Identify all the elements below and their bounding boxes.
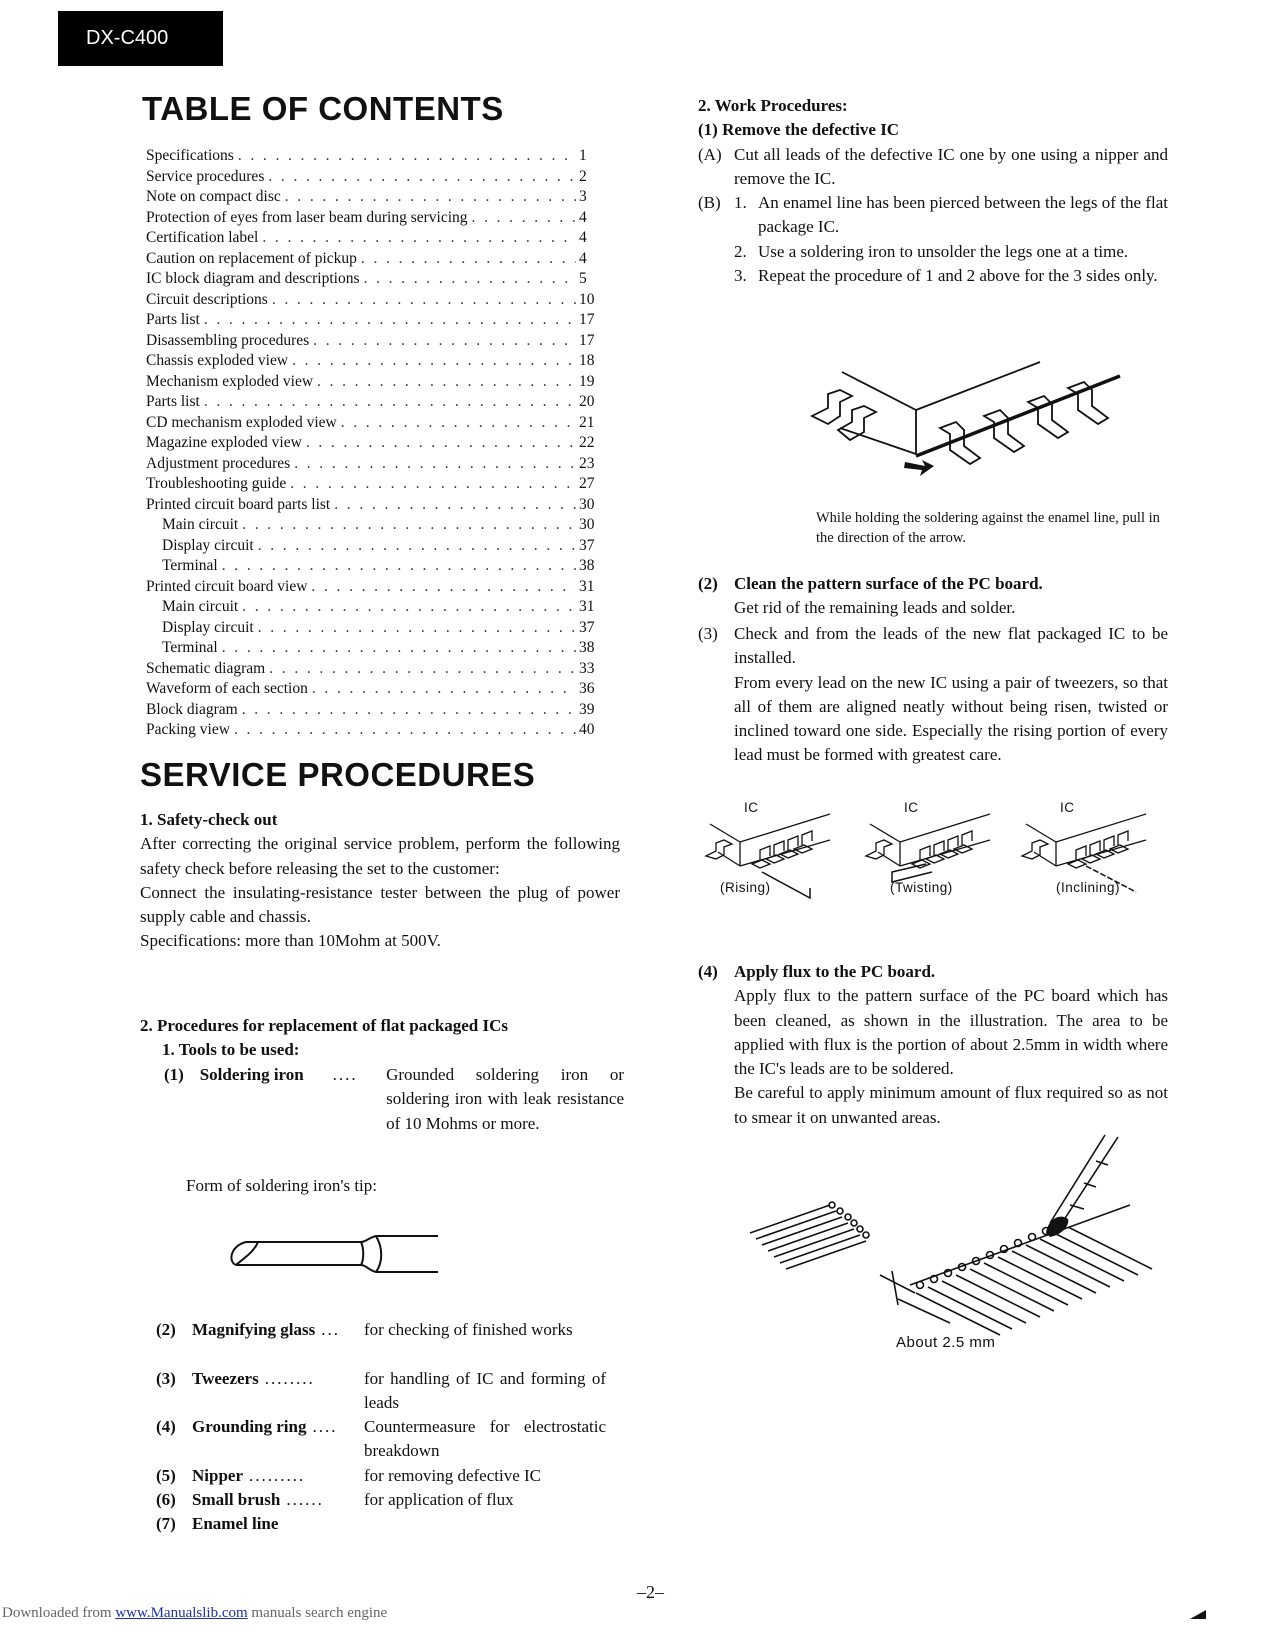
toc-entry-page: 30 (579, 516, 595, 533)
tool-item-3 (156, 1367, 626, 1416)
toc-leader-dots (292, 351, 576, 372)
toc-entry-page: 10 (579, 290, 595, 308)
tool-item-6 (156, 1488, 626, 1512)
toc-entry-label: Block diagram (146, 700, 238, 718)
toc-leader-dots (317, 372, 576, 393)
toc-entry[interactable] (146, 413, 601, 434)
download-suffix: manuals search engine (251, 1605, 388, 1621)
toc-leader-dots (311, 577, 576, 598)
toc-entry-label: Main circuit (162, 598, 239, 615)
toc-leader-dots (290, 474, 576, 495)
lead-deformation-figures (700, 800, 1170, 910)
toc-entry-page: 23 (579, 454, 595, 472)
toc-entry[interactable] (146, 392, 601, 413)
toc-entry-label: CD mechanism exploded view (146, 413, 337, 431)
tool-item-5 (156, 1464, 626, 1488)
tool-dots: ......... (249, 1465, 306, 1485)
tool-name: Enamel line (192, 1514, 279, 1534)
toc-entry-label: Printed circuit board parts list (146, 495, 331, 513)
tool-description: for checking of finished works (364, 1320, 573, 1339)
tools-list (156, 1318, 626, 1537)
toc-leader-dots (364, 269, 576, 290)
toc-entry-page: 5 (579, 270, 587, 287)
toc-entry-label: Schematic diagram (146, 659, 266, 677)
model-badge (58, 11, 223, 66)
soldering-iron-tip-illustration (226, 1228, 446, 1278)
toc-entry-label: Parts list (146, 311, 200, 328)
tool-item-1 (164, 1063, 624, 1136)
toc-leader-dots (238, 146, 576, 167)
toc-entry-label: Note on compact disc (146, 188, 281, 205)
tool-number: (5) (156, 1465, 176, 1485)
toc-entry-page: 30 (579, 495, 595, 513)
toc-entry-page: 37 (579, 618, 595, 636)
toc-entry[interactable] (146, 638, 601, 659)
step4-text-2: Be careful to apply minimum amount of flux required so as not to smear it on unwanted areas. (734, 1083, 1168, 1127)
toc-entry-label: Troubleshooting guide (146, 475, 287, 492)
work-heading: 2. Work Procedures: (698, 96, 848, 115)
tools-heading: 1. Tools to be used: (162, 1040, 300, 1060)
toc-entry[interactable] (146, 720, 601, 741)
tool-item-2 (156, 1318, 626, 1367)
step4-text-1: Apply flux to the pattern surface of the PC board which has been cleaned, as shown in the illustration. The area to be applied with flux is the portion of about 2.5mm in width where the IC's leads are to be soldered. (734, 986, 1168, 1079)
safety-paragraph-1: After correcting the original service problem, perform the following safety check before releasing the set to the customer: (140, 834, 620, 878)
toc-entry[interactable] (146, 515, 601, 536)
toc-leader-dots (269, 659, 576, 680)
safety-section (140, 808, 620, 954)
toc-leader-dots (258, 618, 576, 639)
tool-description: for handling of IC and forming of leads (364, 1368, 606, 1412)
tool-description: for application of flux (364, 1490, 514, 1510)
toc-leader-dots (268, 167, 576, 188)
ic-label: IC (744, 800, 759, 815)
toc-entry-page: 3 (579, 188, 587, 205)
toc-entry-label: Caution on replacement of pickup (146, 249, 357, 267)
toc-entry-page: 19 (579, 372, 595, 390)
tool-number: (4) (156, 1417, 176, 1437)
step2-number: (2) (698, 574, 718, 593)
toc-entry-page: 4 (579, 229, 587, 246)
toc-entry[interactable] (146, 372, 601, 393)
toc-entry-label: Printed circuit board view (146, 577, 308, 595)
safety-paragraph-2: Connect the insulating-resistance tester between the plug of power supply cable and chassis. (140, 882, 620, 927)
tool-number: (3) (156, 1368, 176, 1388)
tool-item-7 (156, 1512, 626, 1536)
tool-name: Grounding ring (192, 1417, 307, 1437)
step3-text-2: From every lead on the new IC using a pair of tweezers, so that all of them are aligned neatly without being risen, twisted or inclined toward one side. Especially the rising portion of every lead must be formed with greatest care. (734, 672, 1168, 765)
model-name: DX-C400 (86, 27, 169, 49)
toc-entry[interactable] (146, 597, 601, 618)
step1-a (698, 143, 1168, 192)
tool-dots: ...... (286, 1490, 324, 1510)
tool-name: Soldering iron (199, 1065, 304, 1084)
toc-entry-page: 22 (579, 434, 595, 451)
lead-figure-caption: (Rising) (720, 880, 771, 895)
step1-a-label: (A) (698, 144, 722, 164)
ic-label: IC (1060, 800, 1075, 815)
service-title: SERVICE PROCEDURES (140, 756, 536, 793)
toc-entry-page: 21 (579, 413, 595, 431)
toc-entry-page: 31 (579, 598, 595, 615)
flux-brush-illustration (750, 1175, 1170, 1325)
toc-leader-dots (242, 597, 576, 618)
toc-entry[interactable] (146, 208, 601, 229)
step1-b-label: (B) (698, 193, 721, 213)
toc-entry[interactable] (146, 146, 601, 167)
toc-entry[interactable] (146, 556, 601, 577)
tool-number: (6) (156, 1490, 176, 1510)
tool-number: (1) (164, 1065, 184, 1084)
toc-entry[interactable] (146, 167, 601, 188)
toc-entry-label: Circuit descriptions (146, 290, 268, 308)
toc-leader-dots (262, 228, 576, 249)
toc-leader-dots (204, 310, 576, 331)
toc-entry[interactable] (146, 249, 601, 270)
toc-leader-dots (272, 290, 576, 311)
toc-entry-page: 39 (579, 700, 595, 718)
toc-entry-page: 38 (579, 557, 595, 574)
step1-b-item-2: 2. Use a soldering iron to unsolder the legs one at a time. (734, 241, 1129, 261)
manualslib-link[interactable]: www.Manualslib.com (115, 1605, 248, 1621)
tool-dots: ... (321, 1320, 341, 1339)
toc-leader-dots (285, 187, 576, 208)
tool-dots: .... (312, 1417, 338, 1437)
tool-item-4 (156, 1415, 626, 1464)
toc-leader-dots (258, 536, 576, 557)
tool-description: Grounded soldering iron or soldering iron with leak resistance of 10 Mohms or more. (386, 1065, 624, 1133)
download-footer (2, 1605, 387, 1622)
replacement-section (140, 1014, 620, 1063)
toc-entry-label: Display circuit (162, 536, 254, 554)
toc-entry-page: 17 (579, 331, 595, 349)
toc-entry-page: 4 (579, 249, 587, 267)
toc-entry-label: Main circuit (162, 516, 239, 533)
toc-entry[interactable] (146, 495, 601, 516)
toc-entry-page: 1 (579, 147, 587, 164)
safety-paragraph-3: Specifications: more than 10Mohm at 500V. (140, 931, 441, 951)
toc-entry[interactable] (146, 577, 601, 598)
toc-entry-label: Protection of eyes from laser beam during servicing (146, 208, 468, 226)
toc-entry[interactable] (146, 187, 601, 208)
step2-text: Get rid of the remaining leads and solder. (734, 598, 1016, 618)
toc-entry-label: Magazine exploded view (146, 434, 302, 451)
toc-leader-dots (234, 720, 576, 741)
toc-entry-page: 40 (579, 721, 595, 738)
tool-dots (278, 1512, 284, 1536)
toc-entry-label: IC block diagram and descriptions (146, 270, 360, 287)
toc-entry-label: Waveform of each section (146, 680, 308, 697)
toc-title: TABLE OF CONTENTS (142, 90, 504, 127)
enamel-line-illustration (800, 368, 1120, 478)
toc-entry-page: 18 (579, 352, 595, 369)
step4 (698, 960, 1168, 1130)
toc-entry-page: 33 (579, 659, 595, 677)
toc-entry-label: Disassembling procedures (146, 331, 310, 349)
step4-heading: Apply flux to the PC board. (734, 962, 936, 981)
lead-figure-caption: (Twisting) (890, 880, 953, 895)
enamel-figure-caption: While holding the soldering against the enamel line, pull in the direction of the arrow. (816, 510, 1160, 546)
replacement-heading: 2. Procedures for replacement of flat packaged ICs (140, 1016, 508, 1035)
toc-entry-page: 37 (579, 536, 595, 554)
toc-entry-page: 27 (579, 475, 595, 492)
step1-heading: (1) Remove the defective IC (698, 120, 900, 140)
toc-entry[interactable] (146, 700, 601, 721)
tool-name: Small brush (192, 1490, 281, 1510)
toc-entry[interactable] (146, 228, 601, 249)
toc-entry-label: Terminal (162, 557, 218, 574)
tool-dots: ........ (264, 1368, 315, 1388)
tip-caption: Form of soldering iron's tip: (186, 1176, 378, 1195)
ic-label: IC (904, 800, 919, 815)
toc-leader-dots (313, 331, 576, 352)
toc-entry[interactable] (146, 269, 601, 290)
toc-leader-dots (312, 679, 576, 700)
toc-entry[interactable] (146, 536, 601, 557)
toc-entry-page: 4 (579, 208, 587, 226)
toc-leader-dots (472, 208, 576, 229)
toc-entry-label: Specifications (146, 147, 234, 164)
toc-entry-page: 38 (579, 639, 595, 656)
toc-entry-label: Mechanism exploded view (146, 372, 314, 390)
corner-mark-icon (1190, 1610, 1208, 1620)
toc-leader-dots (306, 433, 576, 454)
toc-leader-dots (242, 700, 576, 721)
step3-number: (3) (698, 624, 718, 643)
toc-entry-label: Chassis exploded view (146, 352, 289, 369)
toc-entry[interactable] (146, 290, 601, 311)
tool-name: Magnifying glass (192, 1320, 316, 1339)
toc-leader-dots (222, 556, 576, 577)
toc-leader-dots (334, 495, 576, 516)
work-procedures (698, 94, 1168, 288)
toc-entry-page: 31 (579, 577, 595, 595)
table-of-contents (146, 146, 601, 741)
toc-leader-dots (361, 249, 576, 270)
toc-entry[interactable] (146, 679, 601, 700)
toc-entry[interactable] (146, 659, 601, 680)
toc-entry-page: 36 (579, 680, 595, 697)
toc-entry-page: 2 (579, 167, 587, 185)
toc-entry[interactable] (146, 331, 601, 352)
download-prefix: Downloaded from (2, 1605, 112, 1621)
step3-text-1: Check and from the leads of the new flat packaged IC to be installed. (734, 624, 1168, 668)
step3 (698, 622, 1168, 768)
toc-leader-dots (242, 515, 576, 536)
toc-entry-label: Parts list (146, 393, 200, 410)
toc-entry[interactable] (146, 454, 601, 475)
toc-entry[interactable] (146, 433, 601, 454)
tool-name: Nipper (192, 1465, 243, 1485)
toc-entry-label: Service procedures (146, 167, 265, 185)
tool-dots: .... (332, 1065, 358, 1084)
toc-entry-page: 17 (579, 311, 595, 328)
toc-entry[interactable] (146, 310, 601, 331)
tool-number: (7) (156, 1514, 176, 1534)
toc-leader-dots (222, 638, 576, 659)
toc-entry-label: Display circuit (162, 618, 254, 636)
toc-leader-dots (294, 454, 576, 475)
tool-description: Countermeasure for electrostatic breakdown (364, 1417, 606, 1461)
toc-leader-dots (341, 413, 576, 434)
lead-figure-caption: (Inclining) (1056, 880, 1121, 895)
toc-entry[interactable] (146, 351, 601, 372)
tool-number: (2) (156, 1320, 176, 1339)
tool-description: for removing defective IC (364, 1465, 542, 1485)
step2 (698, 572, 1168, 621)
toc-entry-label: Packing view (146, 721, 230, 738)
toc-entry-label: Certification label (146, 229, 259, 246)
dimension-label: About 2.5 mm (896, 1334, 996, 1351)
step2-heading: Clean the pattern surface of the PC board. (734, 574, 1043, 593)
toc-entry[interactable] (146, 618, 601, 639)
step1-b-item-3: 3. Repeat the procedure of 1 and 2 above for the 3 sides only. (734, 266, 1158, 286)
toc-entry[interactable] (146, 474, 601, 495)
step1-a-text: Cut all leads of the defective IC one by one using a nipper and remove the IC. (734, 144, 1168, 188)
tool-name: Tweezers (192, 1368, 259, 1388)
safety-heading: 1. Safety-check out (140, 810, 278, 829)
step4-number: (4) (698, 962, 718, 981)
toc-leader-dots (204, 392, 576, 413)
step1-b-item-1: 1. An enamel line has been pierced between the legs of the flat package IC. (734, 193, 1168, 237)
toc-entry-page: 20 (579, 393, 595, 410)
toc-entry-label: Terminal (162, 639, 218, 656)
page-number: –2– (637, 1582, 664, 1602)
step1-b (698, 191, 1168, 288)
toc-entry-label: Adjustment procedures (146, 454, 291, 472)
